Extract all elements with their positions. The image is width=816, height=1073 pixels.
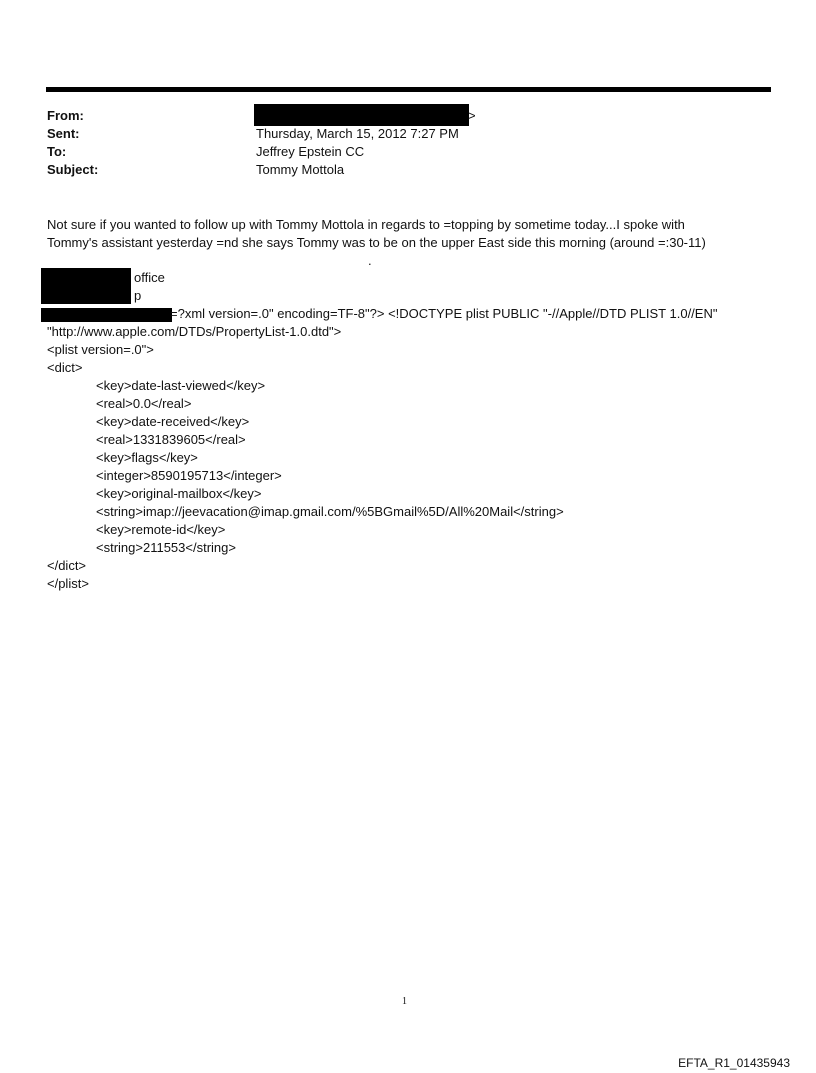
document-id: EFTA_R1_01435943	[678, 1056, 790, 1070]
subject-label: Subject:	[47, 162, 99, 177]
plist-line: <string>211553</string>	[96, 540, 236, 555]
stray-dot: .	[368, 253, 372, 268]
plist-line: <key>remote-id</key>	[96, 522, 226, 537]
sent-label: Sent:	[47, 126, 80, 141]
dict-close: </dict>	[47, 558, 87, 573]
plist-line: <key>date-last-viewed</key>	[96, 378, 266, 393]
plist-redaction	[41, 308, 172, 322]
plist-line: <real>1331839605</real>	[96, 432, 246, 447]
plist-line: <key>date-received</key>	[96, 414, 250, 429]
from-redaction	[254, 104, 469, 126]
body-line-1: Not sure if you wanted to follow up with Tommy Mottola in regards to =topping by sometime today...I spoke with	[47, 217, 685, 232]
signature-office: office	[134, 270, 165, 285]
dict-open: <dict>	[47, 360, 83, 375]
plist-line: <integer>8590195713</integer>	[96, 468, 282, 483]
signature-redaction	[41, 268, 131, 304]
signature-p: p	[134, 288, 142, 303]
plist-line: <key>flags</key>	[96, 450, 198, 465]
to-label: To:	[47, 144, 67, 159]
body-line-2: Tommy's assistant yesterday =nd she says Tommy was to be on the upper East side this morning (around =:30-11)	[47, 235, 706, 250]
sent-value: Thursday, March 15, 2012 7:27 PM	[256, 126, 459, 141]
page-number: 1	[402, 996, 407, 1007]
plist-close: </plist>	[47, 576, 89, 591]
header-rule	[46, 87, 771, 92]
from-label: From:	[47, 108, 84, 123]
plist-open: <plist version=.0">	[47, 342, 154, 357]
xml-declaration: =?xml version=.0" encoding=TF-8"?> <!DOCTYPE plist PUBLIC "-//Apple//DTD PLIST 1.0//EN"	[170, 306, 718, 321]
plist-line: <key>original-mailbox</key>	[96, 486, 262, 501]
email-body	[47, 216, 782, 252]
dtd-url: "http://www.apple.com/DTDs/PropertyList-1.0.dtd">	[47, 324, 342, 339]
plist-line: <real>0.0</real>	[96, 396, 192, 411]
from-value: >	[468, 108, 476, 123]
plist-line: <string>imap://jeevacation@imap.gmail.com/%5BGmail%5D/All%20Mail</string>	[96, 504, 564, 519]
subject-value: Tommy Mottola	[256, 162, 345, 177]
to-value: Jeffrey Epstein CC	[256, 144, 365, 159]
